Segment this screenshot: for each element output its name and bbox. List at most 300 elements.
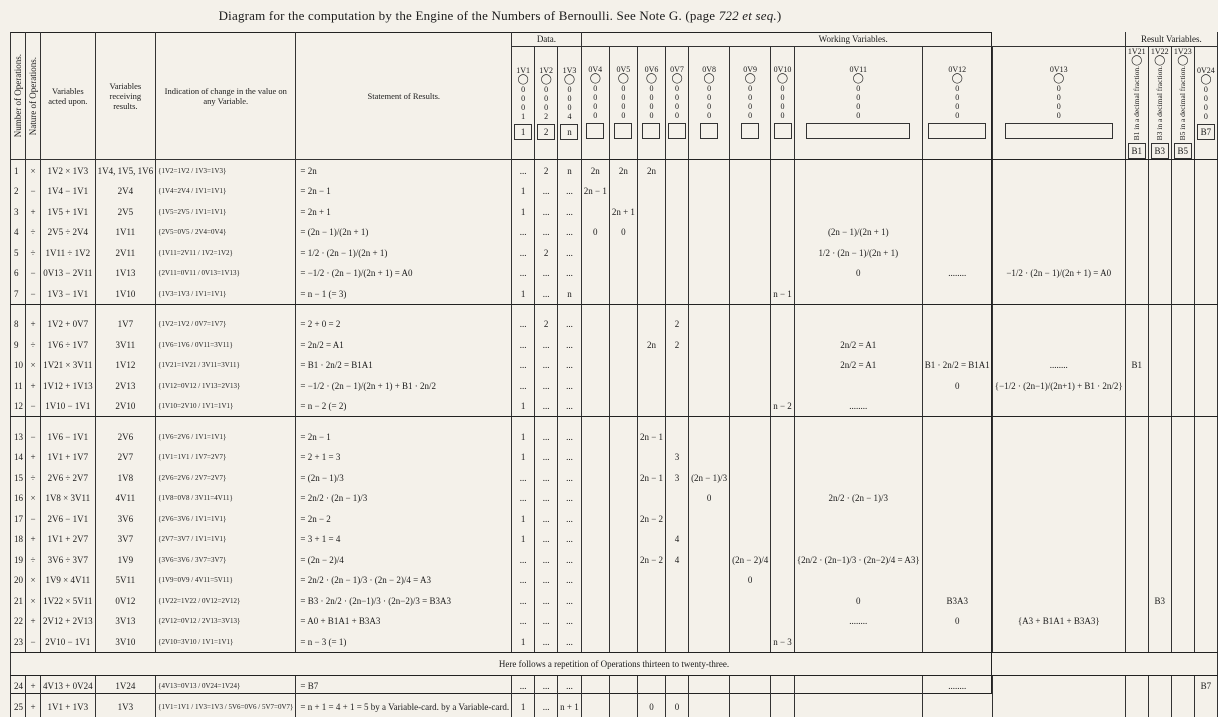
variable-value-cell [922, 529, 992, 550]
repeat-note: Here follows a repetition of Operations thirteen to twenty-three. [11, 652, 1218, 675]
variables-acted: 1V6 − 1V1 [41, 426, 96, 447]
variable-value-cell: ... [512, 467, 535, 488]
variable-value-cell: 1 [512, 696, 535, 717]
variable-value-cell [637, 631, 665, 652]
statement-of-results: = 2n − 1 [296, 426, 512, 447]
variable-value-cell [637, 675, 665, 696]
variable-value-cell [1125, 314, 1148, 335]
indication-of-change: {1V21=1V21 / 3V11=3V11} [156, 355, 296, 376]
variables-acted: 1V2 + 0V7 [41, 314, 96, 335]
operation-sign: − [26, 508, 41, 529]
variable-value-cell [1171, 675, 1194, 696]
variables-acted: 1V1 + 2V7 [41, 529, 96, 550]
variable-value-cell [771, 375, 795, 396]
variable-value-cell [1171, 263, 1194, 284]
variables-receiving: 0V12 [95, 590, 156, 611]
variables-receiving: 4V11 [95, 488, 156, 509]
variable-value-cell [581, 396, 609, 417]
variable-value-cell: ... [558, 314, 582, 335]
variable-digit: 0 [707, 102, 712, 112]
variable-value-cell [922, 181, 992, 202]
variable-wheel-icon: ◯ [703, 73, 715, 85]
variable-digit: 0 [675, 84, 680, 94]
variable-digit: 0 [649, 93, 654, 103]
variable-value-cell [1171, 222, 1194, 243]
variable-value-cell [730, 375, 771, 396]
variable-value-cell [1125, 675, 1148, 696]
variable-card-box [700, 123, 718, 139]
variable-value-cell [689, 590, 730, 611]
variable-value-cell [730, 314, 771, 335]
variable-value-cell: n [558, 160, 582, 181]
variable-wheel-icon: ◯ [1200, 74, 1212, 86]
variable-value-cell [666, 570, 689, 591]
variable-value-cell [771, 334, 795, 355]
variable-value-cell [1171, 181, 1194, 202]
variable-name: 1V21 [1127, 47, 1146, 56]
variable-value-cell [581, 696, 609, 717]
variable-value-cell: ... [535, 447, 558, 468]
gap-cell [609, 417, 637, 427]
variable-value-cell [992, 283, 1125, 304]
col-variables-receiving: Variables receiving results. [95, 32, 156, 160]
variable-value-cell [1194, 375, 1217, 396]
variable-value-cell [637, 355, 665, 376]
operation-number: 22 [11, 611, 26, 632]
variables-acted: 3V6 ÷ 3V7 [41, 549, 96, 570]
variable-value-cell: 1 [512, 529, 535, 550]
variable-value-cell: ... [558, 222, 582, 243]
variable-value-cell: ... [535, 549, 558, 570]
gap-cell [637, 304, 665, 314]
variable-digit: 0 [780, 102, 785, 112]
variable-value-cell [771, 201, 795, 222]
statement-of-results: = (2n − 1)/3 [296, 467, 512, 488]
col-nature-operations: Nature of Operations. [26, 32, 41, 160]
variable-value-cell: (2n − 2)/4 [730, 549, 771, 570]
variable-value-cell [1171, 396, 1194, 417]
operation-number: 23 [11, 631, 26, 652]
variable-value-cell [794, 181, 922, 202]
variable-value-cell [922, 242, 992, 263]
variable-value-cell [1194, 590, 1217, 611]
variable-value-cell [730, 467, 771, 488]
variables-receiving: 1V9 [95, 549, 156, 570]
variable-value-cell [1171, 696, 1194, 717]
variable-digit: 0 [675, 93, 680, 103]
variable-value-cell [609, 467, 637, 488]
variable-value-cell [1171, 355, 1194, 376]
operation-sign: ÷ [26, 242, 41, 263]
variables-acted: 2V12 + 2V13 [41, 611, 96, 632]
variable-card-box [642, 123, 660, 139]
variable-value-cell: ... [558, 675, 582, 696]
variable-value-cell [730, 611, 771, 632]
statement-of-results: = n − 3 (= 1) [296, 631, 512, 652]
indication-of-change: {1V5=2V5 / 1V1=1V1} [156, 201, 296, 222]
indication-of-change: {2V11=0V11 / 0V13=1V13} [156, 263, 296, 284]
gap-cell [730, 417, 771, 427]
variable-value-cell [992, 242, 1125, 263]
variable-value-cell [609, 263, 637, 284]
variable-value-cell [581, 675, 609, 696]
gap-cell [1171, 417, 1194, 427]
variable-value-cell [666, 222, 689, 243]
gap-cell [581, 304, 609, 314]
variable-value-cell: n − 1 [771, 283, 795, 304]
variable-header-content [691, 65, 727, 141]
variable-digit: 0 [780, 111, 785, 121]
operation-number: 15 [11, 467, 26, 488]
variable-digit: 0 [707, 111, 712, 121]
variable-header-content [797, 65, 920, 141]
variable-value-cell [609, 283, 637, 304]
variable-digit: 1 [521, 112, 526, 122]
variable-value-cell [1194, 611, 1217, 632]
variable-wheel-icon: ◯ [951, 73, 963, 85]
variable-value-cell [1171, 590, 1194, 611]
variable-value-cell [666, 426, 689, 447]
diagram-title: Diagram for the computation by the Engine of the Numbers of Bernoulli. See Note G. (page 722 et seq.) [218, 8, 782, 23]
table-row [11, 283, 1218, 304]
variable-value-cell [581, 201, 609, 222]
gap-cell [771, 304, 795, 314]
variable-value-cell: ... [535, 508, 558, 529]
variable-value-cell [922, 396, 992, 417]
variable-digit: 0 [955, 84, 960, 94]
variable-value-cell: 2n − 2 [637, 549, 665, 570]
variable-name: 0V24 [1197, 66, 1215, 76]
variable-value-cell [666, 355, 689, 376]
gap-cell [1125, 417, 1148, 427]
variables-acted: 1V4 − 1V1 [41, 181, 96, 202]
operation-number: 17 [11, 508, 26, 529]
gap-cell [666, 304, 689, 314]
variable-value-cell [1148, 696, 1171, 717]
variable-value-cell: n + 1 [558, 696, 582, 717]
operation-number: 18 [11, 529, 26, 550]
variable-value-cell: 2n [609, 160, 637, 181]
variable-value-cell: ... [558, 447, 582, 468]
variable-value-cell [581, 549, 609, 570]
variable-header-content [1197, 66, 1215, 140]
indication-of-change: {2V10=3V10 / 1V1=1V1} [156, 631, 296, 652]
variable-header [666, 47, 689, 160]
variable-value-cell [1194, 201, 1217, 222]
variables-receiving: 1V24 [95, 675, 156, 696]
variable-value-cell: ... [558, 181, 582, 202]
variable-value-cell [1194, 631, 1217, 652]
variable-digit: 0 [649, 102, 654, 112]
variable-value-cell: ... [535, 181, 558, 202]
operation-sign: + [26, 611, 41, 632]
variable-value-cell [637, 181, 665, 202]
variable-value-cell [771, 181, 795, 202]
gap-cell [1148, 417, 1171, 427]
variable-value-cell [1171, 242, 1194, 263]
variable-card-box: B1 [1128, 143, 1146, 159]
variable-value-cell [689, 611, 730, 632]
variable-header [1148, 47, 1171, 160]
variable-digit: 0 [544, 85, 549, 95]
variable-value-cell [794, 375, 922, 396]
variable-value-cell [992, 222, 1125, 243]
variable-value-cell: ... [535, 570, 558, 591]
variable-value-cell: 1 [512, 508, 535, 529]
variable-value-cell [609, 508, 637, 529]
variable-value-cell [771, 426, 795, 447]
variable-value-cell [992, 334, 1125, 355]
variable-digit: 0 [521, 85, 526, 95]
gap-cell [1125, 304, 1148, 314]
variable-value-cell [689, 375, 730, 396]
variable-value-cell [992, 549, 1125, 570]
operation-sign: ÷ [26, 334, 41, 355]
variable-value-cell [730, 631, 771, 652]
variable-value-cell [794, 447, 922, 468]
variable-digit: 2 [544, 112, 549, 122]
variable-value-cell [1171, 467, 1194, 488]
variable-value-cell [730, 242, 771, 263]
variable-value-cell [689, 263, 730, 284]
variable-value-cell [637, 396, 665, 417]
gap-cell [730, 304, 771, 314]
variable-value-cell [637, 570, 665, 591]
variable-value-cell: ... [512, 375, 535, 396]
variable-value-cell [730, 263, 771, 284]
variable-value-cell [1148, 611, 1171, 632]
gap-cell [1194, 304, 1217, 314]
variables-acted: 1V9 × 4V11 [41, 570, 96, 591]
variable-value-cell: ... [512, 549, 535, 570]
operation-sign: + [26, 375, 41, 396]
variable-value-cell [922, 447, 992, 468]
variable-digit: 0 [521, 103, 526, 113]
variable-value-cell [1194, 242, 1217, 263]
statement-of-results: = 2n/2 = A1 [296, 334, 512, 355]
variable-header [558, 47, 582, 160]
variable-value-cell [581, 283, 609, 304]
variable-value-cell [1125, 426, 1148, 447]
statement-of-results: = 2n − 1 [296, 181, 512, 202]
gap-cell [535, 304, 558, 314]
variable-digit: 0 [567, 85, 572, 95]
operation-sign: + [26, 314, 41, 335]
variable-value-cell [1125, 529, 1148, 550]
variable-value-cell [609, 242, 637, 263]
table-row [11, 375, 1218, 396]
variable-value-cell: ... [535, 590, 558, 611]
variable-value-cell [689, 201, 730, 222]
variable-header-content [514, 66, 532, 140]
variable-digit: 0 [621, 102, 626, 112]
gap-cell [535, 417, 558, 427]
indication-of-change: {1V2=1V2 / 0V7=1V7} [156, 314, 296, 335]
variable-value-cell [730, 447, 771, 468]
indication-of-change: {1V2=1V2 / 1V3=1V3} [156, 160, 296, 181]
variable-value-cell [1125, 181, 1148, 202]
table-row [11, 355, 1218, 376]
variable-value-cell [609, 355, 637, 376]
variable-value-cell: 2n/2 · (2n − 1)/3 [794, 488, 922, 509]
operation-number: 8 [11, 314, 26, 335]
variables-receiving: 2V7 [95, 447, 156, 468]
operation-sign: × [26, 355, 41, 376]
variable-value-cell [637, 488, 665, 509]
variables-acted: 0V13 − 2V11 [41, 263, 96, 284]
section-gap [11, 304, 1218, 314]
variable-value-cell [1194, 529, 1217, 550]
variable-value-cell [1194, 396, 1217, 417]
variable-value-cell [1148, 375, 1171, 396]
variable-value-cell: ... [535, 263, 558, 284]
gap-cell [512, 417, 535, 427]
table-row [11, 263, 1218, 284]
variable-value-cell [730, 508, 771, 529]
variable-header-content [1174, 47, 1192, 159]
operation-number: 19 [11, 549, 26, 570]
variable-value-cell [666, 201, 689, 222]
variable-value-cell [730, 283, 771, 304]
variable-value-cell: ... [558, 590, 582, 611]
variable-value-cell: ... [535, 529, 558, 550]
indication-of-change: {2V6=3V6 / 1V1=1V1} [156, 508, 296, 529]
gap-cell [41, 304, 96, 314]
variable-value-cell [1148, 488, 1171, 509]
variable-value-cell [609, 590, 637, 611]
variable-digit: 0 [748, 93, 753, 103]
variable-value-cell [689, 181, 730, 202]
variable-value-cell [1194, 549, 1217, 570]
table-row [11, 222, 1218, 243]
gap-cell [156, 417, 296, 427]
variable-card-box [806, 123, 910, 139]
variable-digit: 0 [856, 102, 861, 112]
variable-value-cell: ... [535, 355, 558, 376]
variable-value-cell [922, 426, 992, 447]
variable-wheel-icon: ◯ [563, 74, 576, 86]
variable-value-cell [992, 314, 1125, 335]
variables-acted: 1V1 + 1V3 [41, 696, 96, 717]
variable-value-cell [609, 334, 637, 355]
operation-sign: + [26, 447, 41, 468]
operation-number: 24 [11, 675, 26, 696]
variable-value-cell [794, 529, 922, 550]
variables-acted: 4V13 + 0V24 [41, 675, 96, 696]
variable-value-cell [992, 488, 1125, 509]
variable-value-cell [1148, 222, 1171, 243]
variable-value-cell [1148, 508, 1171, 529]
variable-name: 1V23 [1173, 47, 1192, 56]
variables-receiving: 1V10 [95, 283, 156, 304]
variable-name: 0V12 [948, 65, 967, 75]
gap-cell [95, 417, 156, 427]
variable-value-cell [794, 283, 922, 304]
variable-value-cell [609, 396, 637, 417]
variables-acted: 1V8 × 3V11 [41, 488, 96, 509]
operation-sign: − [26, 426, 41, 447]
variable-value-cell [1171, 631, 1194, 652]
variable-value-cell [666, 488, 689, 509]
variable-value-cell [922, 222, 992, 243]
variable-value-cell: ... [558, 488, 582, 509]
variables-receiving: 2V5 [95, 201, 156, 222]
operation-sign: × [26, 160, 41, 181]
variable-header-content [537, 66, 555, 140]
gap-cell [992, 304, 1125, 314]
variable-value-cell [637, 201, 665, 222]
variable-value-cell: 2n/2 = A1 [794, 355, 922, 376]
variable-value-cell: 1 [512, 181, 535, 202]
variable-value-cell [1171, 334, 1194, 355]
variable-value-cell [581, 508, 609, 529]
table-row [11, 611, 1218, 632]
statement-of-results: = 1/2 · (2n − 1)/(2n + 1) [296, 242, 512, 263]
variable-digit: 0 [1203, 103, 1208, 113]
variable-value-cell [609, 426, 637, 447]
gap-cell [156, 304, 296, 314]
variable-value-cell [794, 570, 922, 591]
variable-value-cell: ... [558, 201, 582, 222]
variable-value-cell [992, 160, 1125, 181]
variable-value-cell [1148, 447, 1171, 468]
variable-value-cell [1194, 355, 1217, 376]
variable-value-cell: ... [558, 631, 582, 652]
variable-value-cell [689, 242, 730, 263]
statement-of-results: = (2n − 2)/4 [296, 549, 512, 570]
variable-value-cell [992, 181, 1125, 202]
table-row [11, 396, 1218, 417]
variable-value-cell [1125, 590, 1148, 611]
variable-value-cell [771, 611, 795, 632]
gap-cell [922, 417, 992, 427]
variable-value-cell [992, 201, 1125, 222]
variable-wheel-icon: ◯ [540, 74, 552, 86]
variable-value-cell [1171, 488, 1194, 509]
table-row [11, 447, 1218, 468]
variable-value-cell: ... [535, 696, 558, 717]
variable-card-box: 2 [537, 124, 555, 140]
operation-sign: ÷ [26, 467, 41, 488]
variable-wheel-icon: ◯ [1177, 55, 1189, 66]
variable-value-cell [771, 467, 795, 488]
variable-value-cell: ... [535, 375, 558, 396]
variable-value-cell: 1/2 · (2n − 1)/(2n + 1) [794, 242, 922, 263]
variable-name: 0V9 [743, 65, 758, 75]
variable-value-cell: ... [535, 631, 558, 652]
variable-value-cell [1148, 283, 1171, 304]
variable-value-cell: ... [535, 283, 558, 304]
variable-value-cell [637, 283, 665, 304]
gap-cell [512, 304, 535, 314]
variable-value-cell [1194, 426, 1217, 447]
variable-value-cell [992, 426, 1125, 447]
variable-value-cell [1148, 426, 1171, 447]
variable-value-cell: ... [512, 590, 535, 611]
variable-digit: 0 [593, 84, 598, 94]
variable-header [609, 47, 637, 160]
operation-number: 6 [11, 263, 26, 284]
variable-card-box [668, 123, 686, 139]
variables-receiving: 1V11 [95, 222, 156, 243]
variable-value-cell [730, 426, 771, 447]
table-row [11, 590, 1218, 611]
table-row [11, 529, 1218, 550]
variable-value-cell: 0 [730, 570, 771, 591]
variable-value-cell [730, 222, 771, 243]
variable-value-cell [609, 488, 637, 509]
variable-value-cell [1125, 263, 1148, 284]
